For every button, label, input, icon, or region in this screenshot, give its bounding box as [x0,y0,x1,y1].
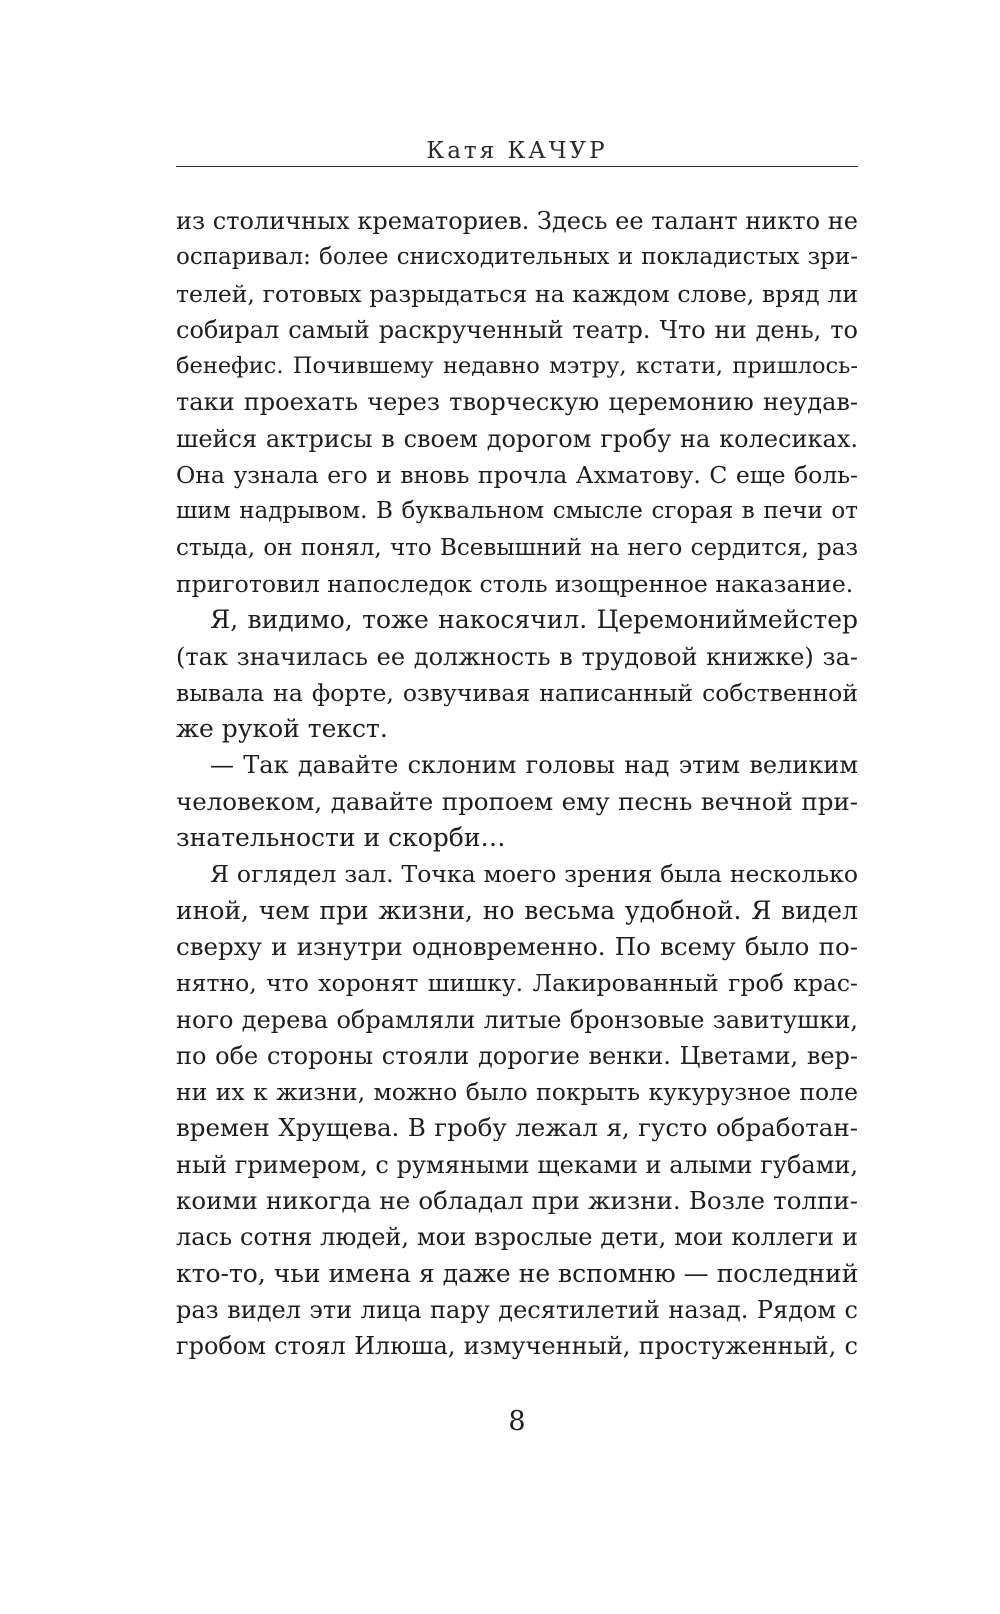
body-text [176,203,858,1365]
text-line: знательности и скорби… [176,823,506,853]
text-line: гробом стоял Илюша, измученный, простуженный, с [176,1332,858,1361]
text-line: шим надрывом. В буквальном смысле сгорая в печи от [176,498,858,525]
text-line: стыда, он понял, что Всевышний на него сердится, раз [176,534,858,561]
text-line: кто-то, чьи имена я даже не вспомню — последний [176,1258,859,1288]
text-line: нятно, что хоронят шишку. Лакированный гроб крас- [176,969,858,998]
text-line: Я, видимо, тоже накосячил. Церемониймейстер [210,605,858,635]
text-line: ный гримером, с румяными щеками и алыми губами, [176,1150,858,1179]
text-line: Я оглядел зал. Точка моего зрения была несколько [210,860,858,889]
page-number: 8 [508,1406,526,1437]
text-line: шейся актрисы в своем дорогом гробу на колесиках. [176,424,858,453]
text-line: бенефис. Почившему недавно мэтру, кстати, пришлось- [176,353,858,380]
text-line: из столичных крематориев. Здесь ее талант никто не [176,207,858,235]
text-line: человеком, давайте пропоем ему песнь вечной при- [176,786,858,816]
text-line: таки проехать через творческую церемонию неудав- [176,388,858,417]
running-head-author: Катя КАЧУР [426,138,608,164]
text-line: по обе стороны стояли дорогие венки. Цветами, вер- [176,1041,858,1070]
text-line: лась сотня людей, мои взрослые дети, мои коллеги и [176,1223,858,1252]
text-line: ного дерева обрамляли литые бронзовые завитушки, [176,1005,858,1034]
text-line: же рукой текст. [176,714,388,744]
text-line: раз видел эти лица пару десятилетий назад. Рядом с [176,1295,858,1324]
text-line: вывала на форте, озвучивая написанный собственной [176,678,858,707]
text-line: (так значилась ее должность в трудовой книжке) за- [176,642,858,671]
text-line: ни их к жизни, можно было покрыть кукурузное поле [176,1078,858,1107]
text-line: собирал самый раскрученный театр. Что ни день, то [176,315,858,344]
text-line: приготовил напоследок столь изощренное наказание. [176,569,854,598]
text-line: Она узнала его и вновь прочла Ахматову. С еще боль- [176,461,858,490]
text-line: времен Хрущева. В гробу лежал я, густо обработан- [176,1113,858,1143]
text-line: сверху и изнутри одновременно. По всему было по- [176,931,858,961]
text-line: коими никогда не обладал при жизни. Возле толпи- [176,1186,858,1216]
text-line: — Так давайте склоним головы над этим великим [210,751,858,780]
text-line: иной, чем при жизни, но весьма удобной. Я видел [176,895,858,925]
text-line: оспаривал: более снисходительных и покладистых зри- [176,244,858,271]
header-rule [176,166,858,167]
text-line: телей, готовых разрыдаться на каждом слове, вряд ли [176,279,858,308]
